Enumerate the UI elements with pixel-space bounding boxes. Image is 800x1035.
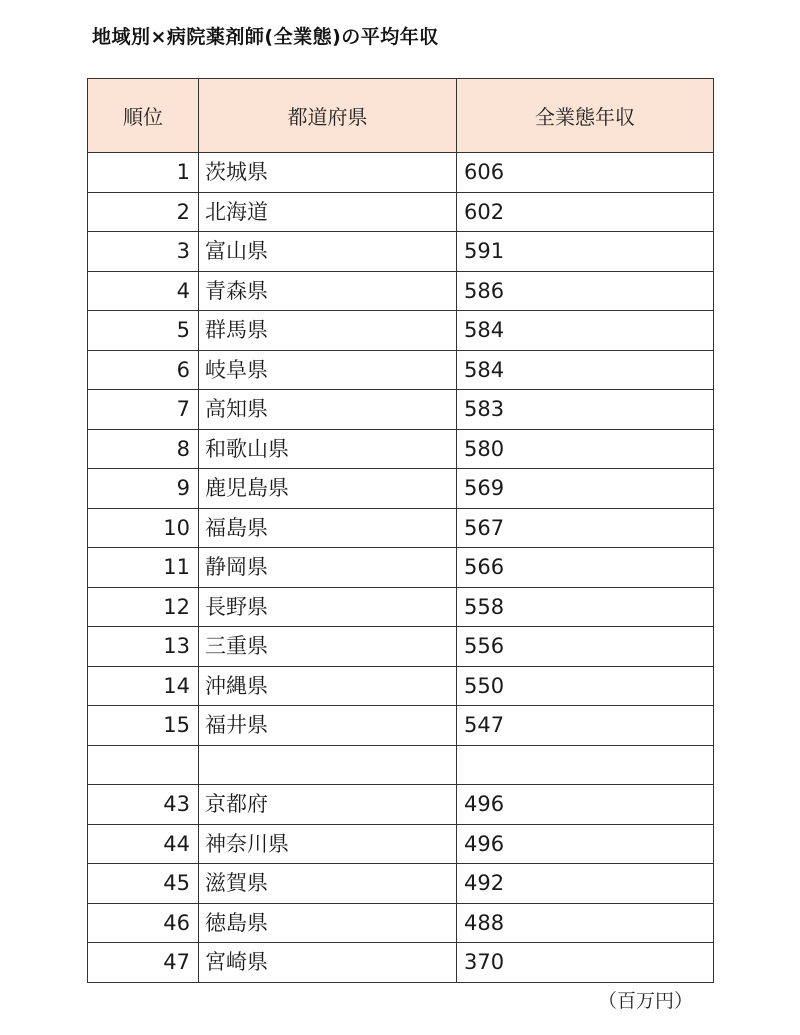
- rank-cell: 12: [88, 587, 199, 627]
- rank-cell: 5: [88, 311, 199, 351]
- income-cell: 591: [457, 232, 714, 272]
- rank-cell: 10: [88, 508, 199, 548]
- rank-cell: 4: [88, 271, 199, 311]
- table-row: [88, 311, 714, 351]
- prefecture-cell: 岐阜県: [199, 350, 457, 390]
- table-body: [88, 153, 714, 983]
- rank-cell: 8: [88, 429, 199, 469]
- prefecture-cell: 青森県: [199, 271, 457, 311]
- prefecture-cell: 群馬県: [199, 311, 457, 351]
- income-cell: 586: [457, 271, 714, 311]
- ranking-table: [87, 78, 714, 983]
- income-cell: 602: [457, 192, 714, 232]
- table-row: [88, 785, 714, 825]
- rank-cell: 6: [88, 350, 199, 390]
- rank-cell: 11: [88, 548, 199, 588]
- prefecture-cell: 茨城県: [199, 153, 457, 193]
- prefecture-cell: [199, 745, 457, 785]
- prefecture-cell: 三重県: [199, 627, 457, 667]
- page-title: 地域別×病院薬剤師(全業態)の平均年収: [92, 26, 439, 48]
- table-row: [88, 153, 714, 193]
- prefecture-cell: 長野県: [199, 587, 457, 627]
- table-row: [88, 627, 714, 667]
- prefecture-cell: 高知県: [199, 390, 457, 430]
- rank-cell: [88, 745, 199, 785]
- table-row: [88, 745, 714, 785]
- prefecture-cell: 神奈川県: [199, 824, 457, 864]
- table-row: [88, 390, 714, 430]
- income-cell: 558: [457, 587, 714, 627]
- rank-cell: 7: [88, 390, 199, 430]
- prefecture-cell: 沖縄県: [199, 666, 457, 706]
- rank-cell: 45: [88, 864, 199, 904]
- table-row: [88, 271, 714, 311]
- income-cell: 492: [457, 864, 714, 904]
- income-cell: 370: [457, 943, 714, 983]
- income-cell: 584: [457, 311, 714, 351]
- rank-cell: 3: [88, 232, 199, 272]
- rank-cell: 13: [88, 627, 199, 667]
- rank-cell: 15: [88, 706, 199, 746]
- table-row: [88, 232, 714, 272]
- rank-cell: 44: [88, 824, 199, 864]
- income-cell: 566: [457, 548, 714, 588]
- income-cell: [457, 745, 714, 785]
- rank-cell: 9: [88, 469, 199, 509]
- prefecture-cell: 京都府: [199, 785, 457, 825]
- unit-note: （百万円）: [598, 990, 694, 1012]
- prefecture-cell: 宮崎県: [199, 943, 457, 983]
- prefecture-cell: 静岡県: [199, 548, 457, 588]
- income-cell: 496: [457, 785, 714, 825]
- table-row: [88, 192, 714, 232]
- rank-cell: 47: [88, 943, 199, 983]
- income-cell: 584: [457, 350, 714, 390]
- column-header-prefecture: 都道府県: [199, 79, 457, 153]
- prefecture-cell: 鹿児島県: [199, 469, 457, 509]
- rank-cell: 14: [88, 666, 199, 706]
- income-cell: 550: [457, 666, 714, 706]
- prefecture-cell: 福井県: [199, 706, 457, 746]
- table-row: [88, 864, 714, 904]
- rank-cell: 2: [88, 192, 199, 232]
- income-cell: 488: [457, 903, 714, 943]
- table-row: [88, 429, 714, 469]
- income-cell: 606: [457, 153, 714, 193]
- table-row: [88, 666, 714, 706]
- table-row: [88, 508, 714, 548]
- rank-cell: 1: [88, 153, 199, 193]
- table-row: [88, 943, 714, 983]
- income-cell: 547: [457, 706, 714, 746]
- table-row: [88, 350, 714, 390]
- income-cell: 567: [457, 508, 714, 548]
- table-row: [88, 903, 714, 943]
- prefecture-cell: 和歌山県: [199, 429, 457, 469]
- column-header-rank: 順位: [88, 79, 199, 153]
- table-row: [88, 706, 714, 746]
- income-cell: 569: [457, 469, 714, 509]
- prefecture-cell: 福島県: [199, 508, 457, 548]
- table-row: [88, 824, 714, 864]
- rank-cell: 43: [88, 785, 199, 825]
- table-row: [88, 587, 714, 627]
- prefecture-cell: 富山県: [199, 232, 457, 272]
- prefecture-cell: 滋賀県: [199, 864, 457, 904]
- table-header-row: [88, 79, 714, 153]
- table-row: [88, 469, 714, 509]
- prefecture-cell: 北海道: [199, 192, 457, 232]
- income-cell: 556: [457, 627, 714, 667]
- table-row: [88, 548, 714, 588]
- rank-cell: 46: [88, 903, 199, 943]
- income-cell: 580: [457, 429, 714, 469]
- income-cell: 496: [457, 824, 714, 864]
- column-header-income: 全業態年収: [457, 79, 714, 153]
- income-cell: 583: [457, 390, 714, 430]
- prefecture-cell: 徳島県: [199, 903, 457, 943]
